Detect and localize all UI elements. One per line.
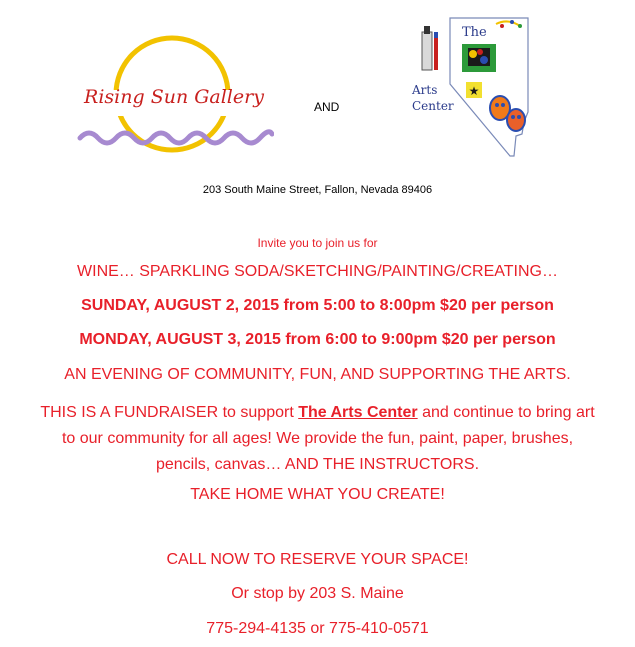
stop-by-line: Or stop by 203 S. Maine [231,585,404,602]
and-text: AND [314,100,340,114]
arts-center-logo [410,10,540,160]
address: 203 South Maine Street, Fallon, Nevada 89406 [202,184,433,196]
rising-sun-gallery-logo [74,30,274,160]
svg-text:★: ★ [468,84,480,98]
fundraiser-paragraph [40,400,595,478]
arts-center-link[interactable]: The Arts Center [298,404,418,421]
evening-line: AN EVENING OF COMMUNITY, FUN, AND SUPPORTING THE ARTS. [64,366,571,383]
invite-text: Invite you to join us for [257,236,378,250]
sunday-event-line: SUNDAY, AUGUST 2, 2015 from 5:00 to 8:00pm $20 per person [81,297,554,314]
activities-line: WINE… SPARKLING SODA/SKETCHING/PAINTING/CREATING… [77,263,558,280]
arts-center-arts: Arts [412,83,438,97]
phone-numbers: 775-294-4135 or 775-410-0571 [206,620,429,637]
rising-sun-gallery-name: Rising Sun Gallery [84,86,264,108]
arts-center-center: Center [412,99,454,113]
fundraiser-suffix: and continue to bring art to our community for all ages! We provide the fun, paint, paper, brushes, pencils, canvas… AND THE INSTRUCTORS. [61,404,595,473]
fundraiser-prefix: THIS IS A FUNDRAISER to support [40,404,299,421]
arts-center-the: The [462,25,487,40]
take-home-line: TAKE HOME WHAT YOU CREATE! [190,486,445,503]
monday-event-line: MONDAY, AUGUST 3, 2015 from 6:00 to 9:00pm $20 per person [79,331,556,348]
call-now-line: CALL NOW TO RESERVE YOUR SPACE! [166,551,469,568]
